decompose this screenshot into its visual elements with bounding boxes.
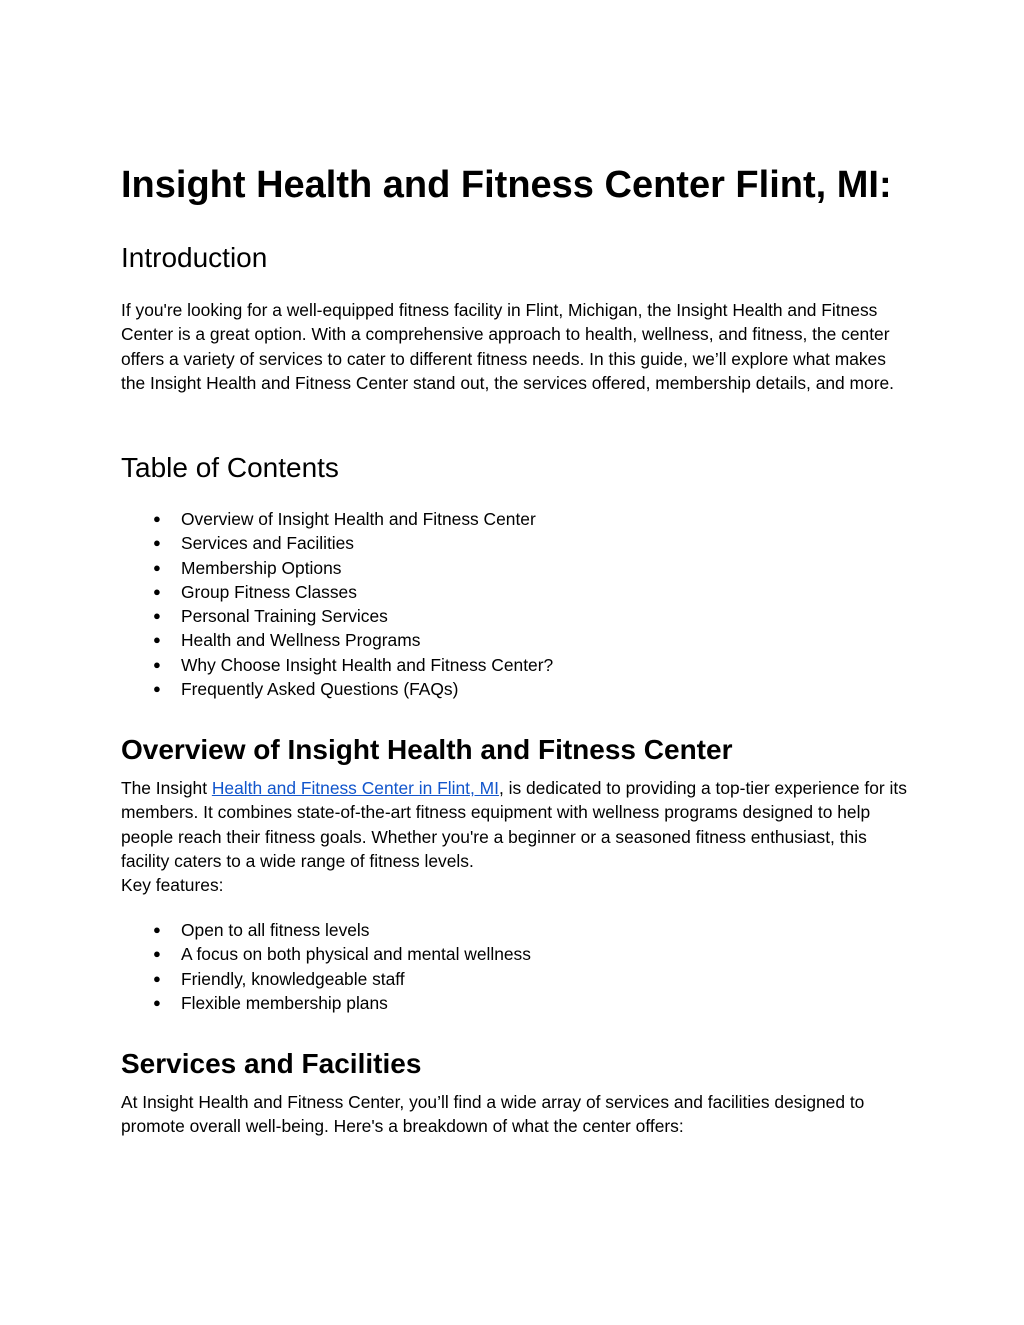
overview-paragraph [121, 776, 911, 897]
toc-item [121, 604, 553, 628]
toc-item-label: Why Choose Insight Health and Fitness Center? [181, 654, 554, 675]
bullet-icon: ● [153, 559, 161, 575]
toc-item [121, 556, 553, 580]
toc-item-label: Overview of Insight Health and Fitness Center [181, 509, 536, 529]
services-heading: Services and Facilities [121, 1048, 422, 1079]
bullet-icon: ● [153, 535, 161, 551]
toc-item [121, 580, 553, 604]
bullet-icon: ● [153, 608, 161, 624]
services-paragraph: At Insight Health and Fitness Center, you’ll find a wide array of services and facilities designed to promote overall well-being. Here's a breakdown of what the center offers: [121, 1092, 865, 1137]
toc-item [121, 507, 553, 531]
toc-item [121, 628, 553, 652]
feature-item [121, 967, 531, 991]
key-features-label: Key features: [121, 875, 224, 896]
toc-item-label: Services and Facilities [181, 533, 355, 554]
bullet-icon: ● [153, 946, 161, 962]
bullet-icon: ● [153, 583, 161, 599]
feature-item-label: A focus on both physical and mental wellness [181, 944, 531, 965]
feature-item [121, 942, 531, 966]
introduction-heading: Introduction [121, 242, 268, 273]
bullet-icon: ● [153, 970, 161, 986]
feature-item-label: Open to all fitness levels [181, 920, 370, 940]
toc-item-label: Health and Wellness Programs [181, 630, 421, 651]
feature-item-label: Flexible membership plans [181, 992, 388, 1013]
overview-text-after-link: , is dedicated to providing a top-tier experience for its members. It combines state-of-the-art fitness equipment with wellness programs designed to help people reach their fitness goals. Whether you're a beginner or a seasoned fitness enthusiast, this facility caters to a wide range of fitness levels. [121, 778, 907, 871]
toc-item [121, 677, 553, 701]
page-title: Insight Health and Fitness Center Flint, MI: [121, 164, 892, 206]
bullet-icon: ● [153, 994, 161, 1010]
feature-item-label: Friendly, knowledgeable staff [181, 968, 405, 989]
toc-item-label: Membership Options [181, 557, 342, 578]
toc-item-label: Frequently Asked Questions (FAQs) [181, 679, 459, 700]
bullet-icon: ● [153, 511, 161, 526]
toc-heading: Table of Contents [121, 452, 339, 483]
bullet-icon: ● [153, 656, 161, 672]
toc-item [121, 531, 553, 555]
overview-text-before-link: The Insight [121, 778, 212, 798]
toc-item [121, 653, 553, 677]
overview-heading: Overview of Insight Health and Fitness Center [121, 734, 733, 765]
feature-item [121, 991, 531, 1015]
fitness-center-link[interactable]: Health and Fitness Center in Flint, MI [211, 778, 499, 798]
bullet-icon: ● [153, 922, 161, 937]
toc-list [121, 507, 553, 701]
feature-item [121, 918, 531, 942]
bullet-icon: ● [153, 681, 161, 697]
key-features-list [121, 918, 531, 1015]
bullet-icon: ● [153, 632, 161, 648]
toc-item-label: Personal Training Services [181, 606, 388, 627]
toc-item-label: Group Fitness Classes [181, 581, 357, 602]
introduction-paragraph: If you're looking for a well-equipped fitness facility in Flint, Michigan, the Insight Health and Fitness Center is a great option. With a comprehensive approach to health, wellness, and fitness, the center offers a variety of services to cater to different fitness needs. In this guide, we’ll explore what makes the Insight Health and Fitness Center stand out, the services offered, membership details, and more. [121, 300, 895, 393]
